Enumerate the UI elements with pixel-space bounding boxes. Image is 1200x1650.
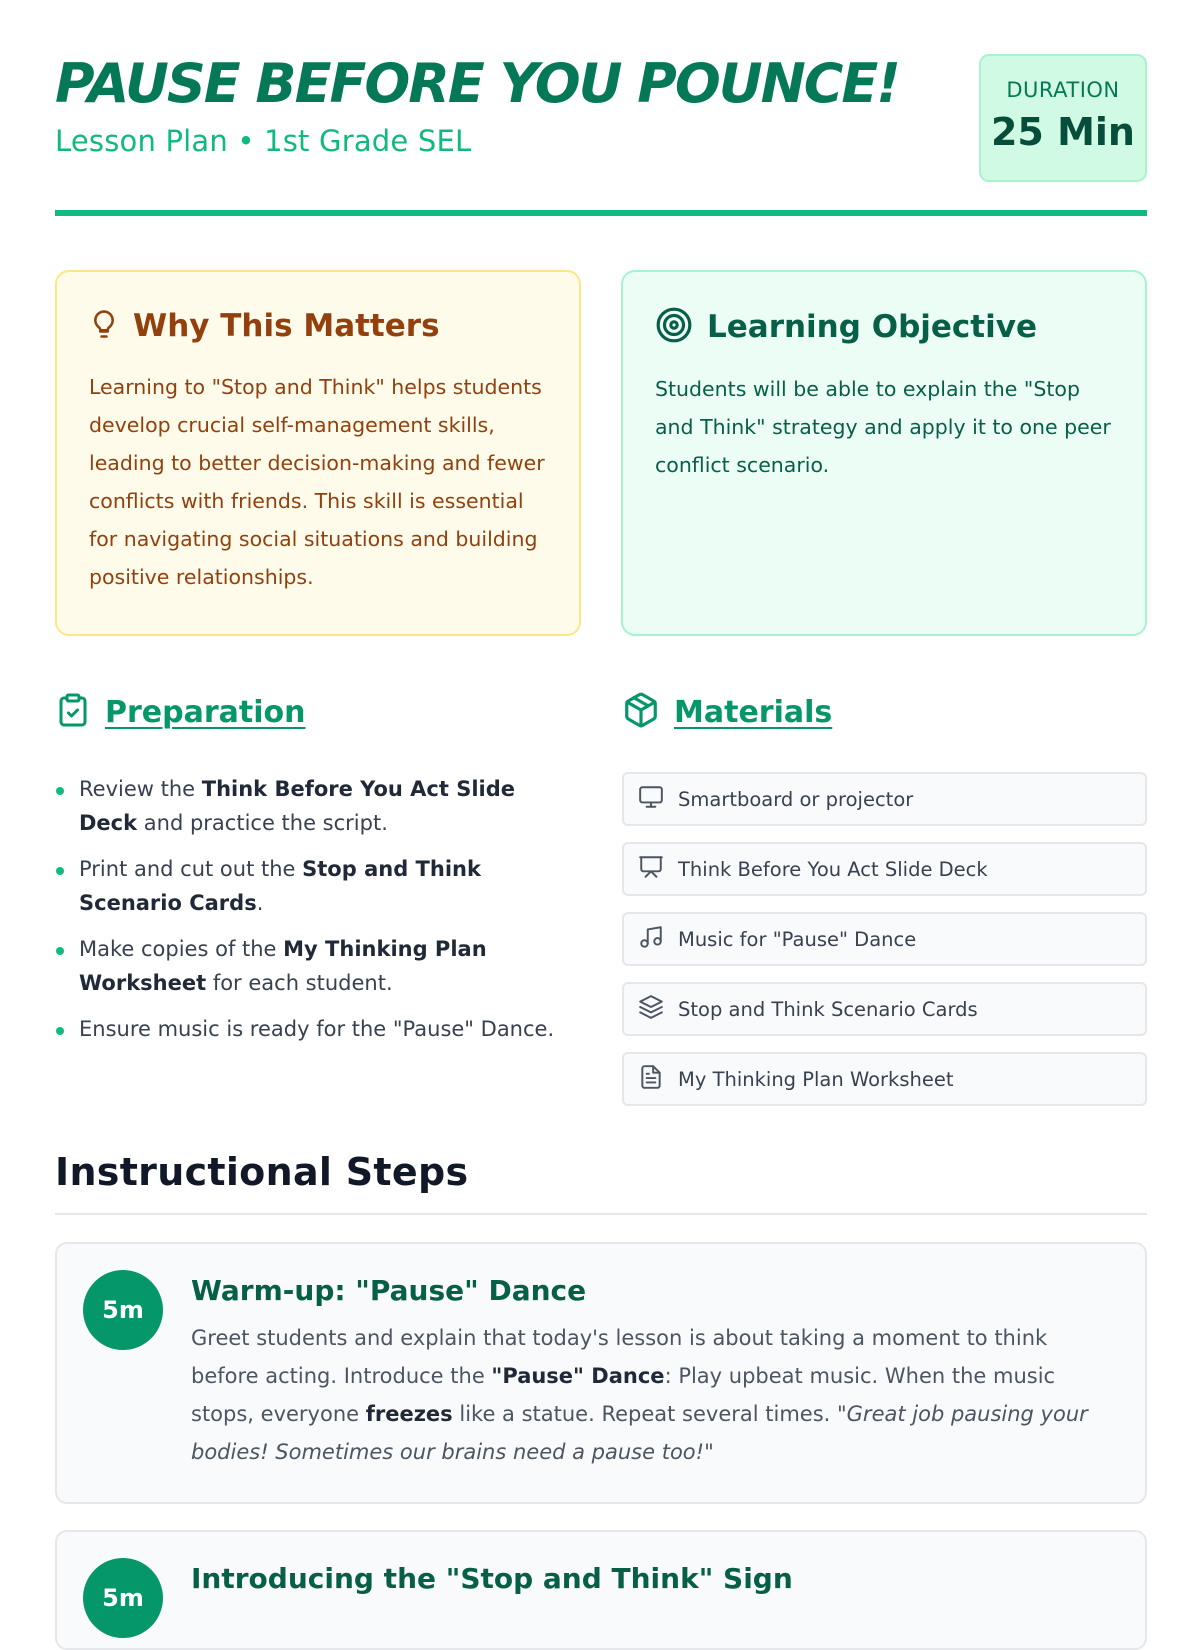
duration-value: 25 Min bbox=[990, 110, 1135, 154]
step-card bbox=[55, 1242, 1147, 1504]
material-item bbox=[622, 842, 1147, 896]
preparation-item: Make copies of the My Thinking Plan Worksheet for each student. bbox=[55, 932, 575, 1000]
step-duration-badge: 5m bbox=[83, 1270, 163, 1350]
material-item bbox=[622, 772, 1147, 826]
step-body bbox=[191, 1532, 1115, 1595]
package-icon bbox=[622, 690, 660, 734]
materials-section bbox=[622, 690, 1147, 1122]
step-title: Warm-up: "Pause" Dance bbox=[191, 1274, 587, 1307]
monitor-icon bbox=[638, 784, 664, 815]
lightbulb-icon bbox=[89, 306, 119, 346]
clipboard-check-icon bbox=[55, 690, 91, 734]
material-label: Music for "Pause" Dance bbox=[678, 927, 917, 951]
preparation-header bbox=[55, 690, 575, 734]
material-item bbox=[622, 912, 1147, 966]
material-label: Stop and Think Scenario Cards bbox=[678, 997, 978, 1021]
preparation-item: Ensure music is ready for the "Pause" Dance. bbox=[55, 1012, 575, 1046]
header bbox=[55, 0, 1147, 225]
duration-label: DURATION bbox=[1006, 78, 1120, 102]
material-label: Smartboard or projector bbox=[678, 787, 914, 811]
preparation-item: Print and cut out the Stop and Think Scenario Cards. bbox=[55, 852, 575, 920]
materials-header bbox=[622, 690, 1147, 734]
objective-card-text: Students will be able to explain the "Stop and Think" strategy and apply it to one peer conflict scenario. bbox=[655, 377, 1111, 477]
page-subtitle: Lesson Plan • 1st Grade SEL bbox=[55, 124, 472, 158]
preparation-item: Review the Think Before You Act Slide Deck and practice the script. bbox=[55, 772, 575, 840]
duration-badge bbox=[979, 54, 1147, 182]
material-label: Think Before You Act Slide Deck bbox=[678, 857, 988, 881]
why-this-matters-card bbox=[55, 270, 581, 636]
why-card-title: Why This Matters bbox=[133, 308, 440, 344]
material-label: My Thinking Plan Worksheet bbox=[678, 1067, 954, 1091]
step-description: Greet students and explain that today's lesson is about taking a moment to think before acting. Introduce the "Pause" Dance: Play upbeat music. When the music stops, everyone freezes like a statue. Repeat several times. "Great job pausing your bodies! Sometimes our brains need a pause too!" bbox=[191, 1326, 1088, 1464]
materials-list bbox=[622, 772, 1147, 1106]
presentation-icon bbox=[638, 854, 664, 885]
why-card-header bbox=[89, 306, 547, 346]
preparation-section bbox=[55, 690, 575, 1058]
material-item bbox=[622, 982, 1147, 1036]
steps-divider bbox=[55, 1213, 1147, 1215]
objective-card-header bbox=[655, 306, 1113, 348]
header-divider bbox=[55, 210, 1147, 216]
lesson-plan-page bbox=[55, 0, 1147, 1612]
preparation-title: Preparation bbox=[105, 694, 306, 730]
objective-card-title: Learning Objective bbox=[707, 309, 1037, 345]
layers-icon bbox=[638, 994, 664, 1025]
page-title: PAUSE BEFORE YOU POUNCE! bbox=[55, 52, 899, 115]
material-item bbox=[622, 1052, 1147, 1106]
info-cards bbox=[55, 270, 1147, 636]
music-icon bbox=[638, 924, 664, 955]
step-title: Introducing the "Stop and Think" Sign bbox=[191, 1562, 793, 1595]
step-card bbox=[55, 1530, 1147, 1650]
materials-title: Materials bbox=[674, 694, 833, 730]
document-icon bbox=[638, 1064, 664, 1095]
learning-objective-card bbox=[621, 270, 1147, 636]
target-icon bbox=[655, 306, 693, 348]
preparation-list bbox=[55, 772, 575, 1046]
steps-heading: Instructional Steps bbox=[55, 1150, 469, 1194]
step-duration-badge: 5m bbox=[83, 1558, 163, 1638]
why-card-text: Learning to "Stop and Think" helps students develop crucial self-management skills, leading to better decision-making and fewer conflicts with friends. This skill is essential for navigating social situations and building positive relationships. bbox=[89, 375, 545, 589]
step-body bbox=[191, 1244, 1115, 1471]
